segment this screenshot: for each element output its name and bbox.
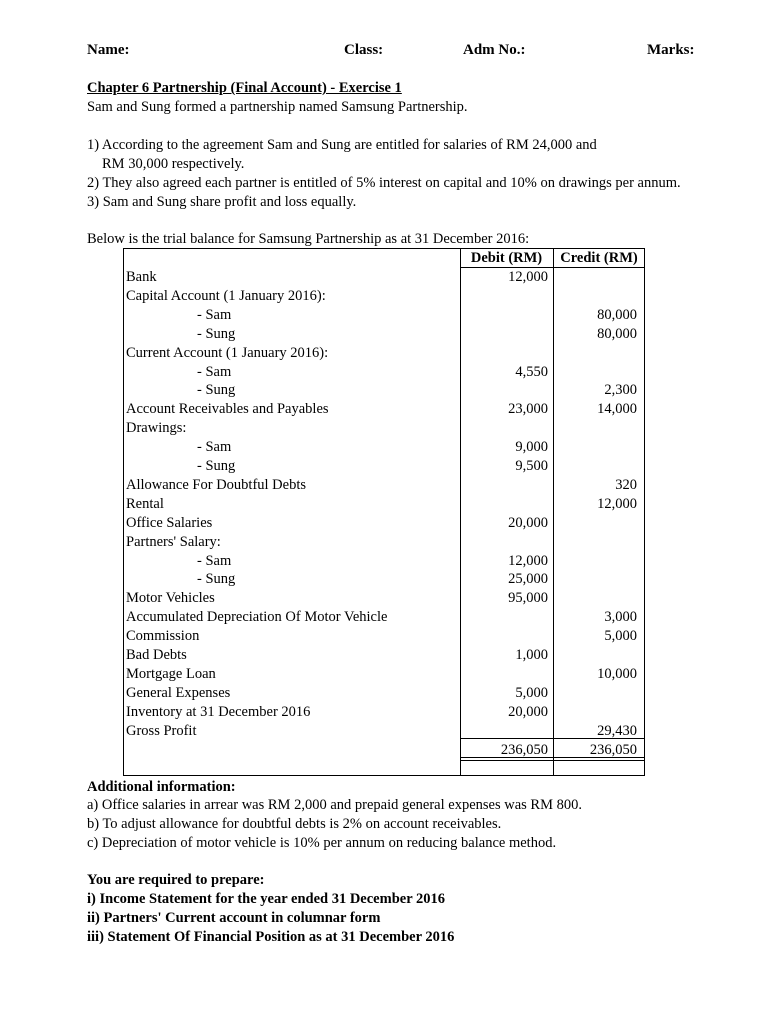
row-debit: 4,550: [515, 363, 548, 380]
row-credit: 236,050: [589, 741, 637, 758]
table-row: [124, 608, 644, 627]
table-row: [124, 741, 644, 760]
table-row: [124, 665, 644, 684]
table-row: [124, 552, 644, 571]
row-label: - Sam: [197, 552, 232, 569]
row-credit: 3,000: [604, 609, 637, 626]
trial-balance-intro: Below is the trial balance for Samsung Partnership as at 31 December 2016:: [87, 231, 530, 247]
agreement-line-1: 1) According to the agreement Sam and Sung are entitled for salaries of RM 24,000 and: [87, 137, 597, 153]
table-row: [124, 400, 644, 419]
agreement-line-3: 2) They also agreed each partner is entitled of 5% interest on capital and 10% on drawings per annum.: [87, 175, 681, 191]
table-row: [124, 325, 644, 344]
row-label: Bad Debts: [126, 647, 187, 663]
agreement-line-2: RM 30,000 respectively.: [102, 156, 245, 172]
table-row: [124, 268, 644, 287]
additional-info-heading: Additional information:: [87, 779, 236, 795]
row-credit: 80,000: [597, 306, 637, 323]
row-label: Partners' Salary:: [126, 533, 221, 550]
additional-info-c: c) Depreciation of motor vehicle is 10% per annum on reducing balance method.: [87, 835, 557, 851]
row-label: Allowance For Doubtful Debts: [126, 476, 307, 493]
table-row: [124, 646, 644, 665]
row-label: Bank: [126, 269, 157, 285]
row-label: - Sam: [197, 439, 232, 456]
required-item-3: iii) Statement Of Financial Position as at 31 December 2016: [87, 929, 455, 945]
required-heading: You are required to prepare:: [87, 872, 265, 888]
row-label: Account Receivables and Payables: [126, 401, 329, 418]
required-item-1: i) Income Statement for the year ended 31 December 2016: [87, 891, 445, 907]
row-label: Rental: [126, 495, 164, 512]
row-label: General Expenses: [126, 684, 231, 701]
adm-no-label: Adm No.:: [463, 42, 526, 58]
table-row: [124, 438, 644, 457]
table-row: [124, 306, 644, 325]
row-label: - Sung: [197, 458, 236, 474]
table-row: [124, 533, 644, 552]
row-credit: 10,000: [597, 665, 637, 682]
row-label: Motor Vehicles: [126, 590, 215, 607]
row-credit: 2,300: [604, 382, 637, 399]
additional-info-b: b) To adjust allowance for doubtful debts is 2% on account receivables.: [87, 816, 502, 832]
table-row: [124, 627, 644, 646]
row-debit: 12,000: [508, 269, 548, 285]
class-label: Class:: [344, 42, 384, 58]
row-label: Gross Profit: [126, 722, 197, 739]
row-label: - Sung: [197, 571, 236, 588]
table-row: [124, 722, 644, 741]
row-debit: 95,000: [508, 590, 548, 607]
row-debit: 20,000: [508, 703, 548, 720]
name-label: Name:: [87, 42, 130, 58]
exercise-title: Chapter 6 Partnership (Final Account) - Exercise 1: [87, 80, 402, 96]
table-row: [124, 495, 644, 514]
row-label: Accumulated Depreciation Of Motor Vehicle: [126, 609, 388, 626]
row-label: Inventory at 31 December 2016: [126, 703, 311, 720]
row-debit: 5,000: [515, 684, 548, 701]
table-row: [124, 476, 644, 495]
table-row: [124, 589, 644, 608]
row-label: - Sam: [197, 363, 232, 380]
debit-header: Debit (RM): [470, 250, 543, 266]
table-row: [124, 684, 644, 703]
row-credit: 80,000: [597, 325, 637, 342]
table-row: [124, 570, 644, 589]
credit-header: Credit (RM): [560, 250, 638, 266]
row-label: Office Salaries: [126, 514, 213, 531]
row-label: Commission: [126, 628, 200, 645]
row-label: - Sung: [197, 325, 236, 342]
table-row: [124, 344, 644, 363]
row-label: - Sung: [197, 382, 236, 399]
table-row: [124, 514, 644, 533]
agreement-line-4: 3) Sam and Sung share profit and loss equally.: [87, 194, 357, 210]
row-debit: 9,000: [515, 439, 548, 456]
row-credit: 29,430: [597, 722, 637, 739]
additional-info-a: a) Office salaries in arrear was RM 2,000 and prepaid general expenses was RM 800.: [87, 797, 582, 813]
row-debit: 9,500: [515, 458, 548, 474]
row-label: Capital Account (1 January 2016):: [126, 287, 326, 304]
row-label: Current Account (1 January 2016):: [126, 344, 329, 361]
row-debit: 23,000: [508, 401, 548, 418]
row-credit: 12,000: [597, 495, 637, 512]
intro-text: Sam and Sung formed a partnership named Samsung Partnership.: [87, 99, 468, 115]
row-debit: 1,000: [515, 647, 548, 663]
table-row: [124, 457, 644, 476]
row-debit: 20,000: [508, 514, 548, 531]
row-label: Mortgage Loan: [126, 665, 216, 682]
table-row: [124, 419, 644, 438]
row-debit: 12,000: [508, 552, 548, 569]
row-label: Drawings:: [126, 420, 187, 437]
marks-label: Marks:: [647, 42, 695, 58]
row-credit: 14,000: [597, 401, 637, 418]
row-credit: 320: [615, 476, 637, 493]
table-row: [124, 287, 644, 306]
trial-balance-table: [123, 248, 645, 776]
required-item-2: ii) Partners' Current account in columnar form: [87, 910, 381, 926]
table-row: [124, 381, 644, 400]
row-debit: 25,000: [508, 571, 548, 588]
table-row: [124, 703, 644, 722]
table-row: [124, 363, 644, 382]
row-label: - Sam: [197, 306, 232, 323]
row-credit: 5,000: [604, 628, 637, 645]
row-debit: 236,050: [500, 741, 548, 758]
